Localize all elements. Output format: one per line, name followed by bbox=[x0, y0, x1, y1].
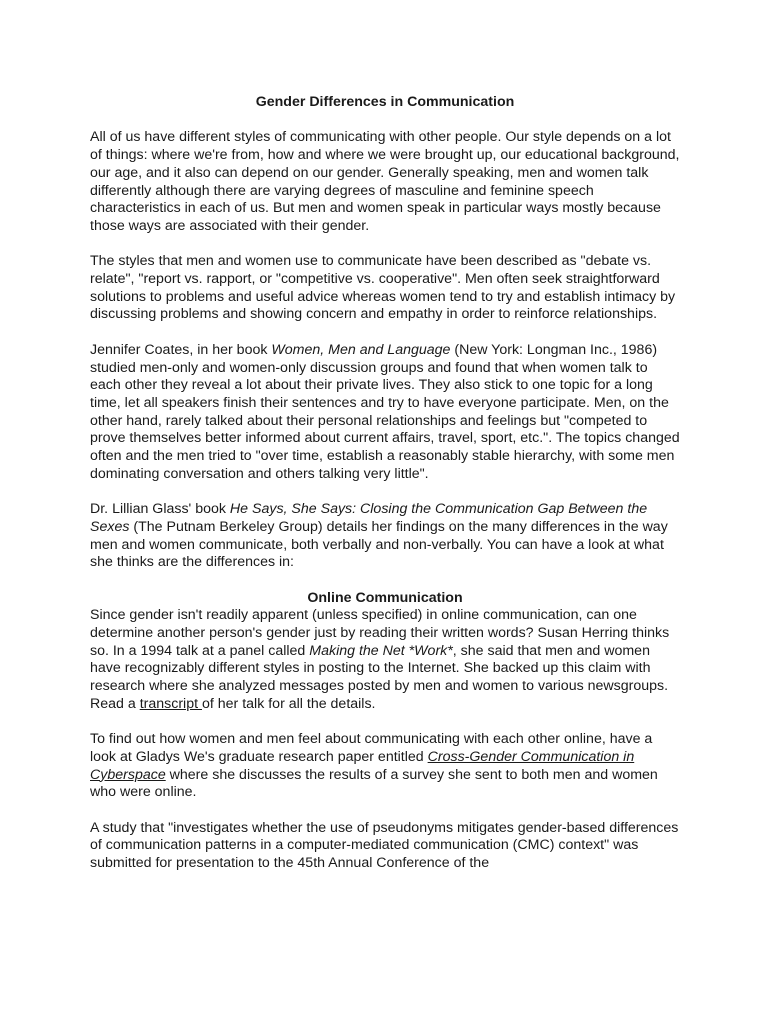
cross-gender-link-text: Cross-Gender Communication in Cyberspace bbox=[90, 748, 635, 783]
pseudonym-study-paragraph: A study that "investigates whether the use of pseudonyms mitigates gender-based differences of communication patterns in a computer-mediated communication (CMC) context" was submitted for presentation to the 45th Annual Conference of the bbox=[90, 819, 679, 872]
coates-text-before: Jennifer Coates, in her book bbox=[90, 341, 272, 358]
herring-paragraph bbox=[90, 607, 680, 713]
glass-text-after: (The Putnam Berkeley Group) details her findings on the many differences in the way men and women communicate, both verbally and non-verbally. You can have a look at what she thinks are the differences in: bbox=[90, 518, 668, 571]
online-communication-heading: Online Communication bbox=[307, 589, 463, 606]
intro-paragraph: All of us have different styles of communicating with other people. Our style depends on a lot of things: where we're from, how and where we were brought up, our educational background, our age, and it also can depend on our gender. Generally speaking, men and women talk differently although there are varying degrees of masculine and feminine speech characteristics in each of us. But men and women speak in particular ways mostly because those ways are associated with their gender. bbox=[90, 129, 680, 234]
herring-text-after: of her talk for all the details. bbox=[202, 695, 376, 712]
glass-book-title: He Says, She Says: Closing the Communication Gap Between the Sexes bbox=[90, 501, 648, 535]
transcript-link[interactable]: transcript bbox=[139, 695, 202, 712]
glass-paragraph bbox=[90, 501, 680, 572]
styles-paragraph: The styles that men and women use to communicate have been described as "debate vs. relate", "report vs. rapport, or "competitive vs. cooperative". Men often seek straightforward solutions to problems and useful advice whereas women tend to try and establish intimacy by discussing problems and showing concern and empathy in order to reinforce relationships. bbox=[90, 253, 676, 323]
bottom-margin bbox=[0, 954, 768, 1024]
coates-book-title: Women, Men and Language bbox=[271, 341, 451, 358]
herring-text-middle: , she said that men and women have recognizably different styles in posting to the Internet. She backed up this claim with research where she analyzed messages posted by men and women to various newsgroups. Read a bbox=[90, 642, 669, 712]
document-page bbox=[90, 94, 680, 891]
glass-text-before: Dr. Lillian Glass' book bbox=[90, 501, 230, 518]
document-title: Gender Differences in Communication bbox=[255, 94, 515, 110]
herring-talk-title: Making the Net *Work* bbox=[309, 642, 453, 659]
we-paragraph bbox=[90, 731, 680, 802]
coates-text-after: (New York: Longman Inc., 1986) studied men-only and women-only discussion groups and found that when women talk to each other they reveal a lot about their private lives. They also stick to one topic for a long time, let all speakers finish their sentences and try to have everyone participate. Men, on the other hand, rarely talked about their personal relationships and feelings but "competed to prove themselves better informed about current affairs, travel, sport, etc.". The topics changed often and the men tried to "over time, establish a reasonably stable hierarchy, with some men dominating conversation and others talking very little". bbox=[90, 341, 680, 482]
coates-paragraph bbox=[90, 342, 680, 484]
herring-text-before: Since gender isn't readily apparent (unless specified) in online communication, can one determine another person's gender just by reading their written words? Susan Herring thinks so. In a 1994 talk at a panel called bbox=[90, 607, 670, 659]
we-text-before: To find out how women and men feel about communicating with each other online, have a look at Gladys We's graduate research paper entitled bbox=[90, 731, 653, 765]
we-text-after: where she discusses the results of a survey she sent to both men and women who were online. bbox=[90, 766, 658, 801]
